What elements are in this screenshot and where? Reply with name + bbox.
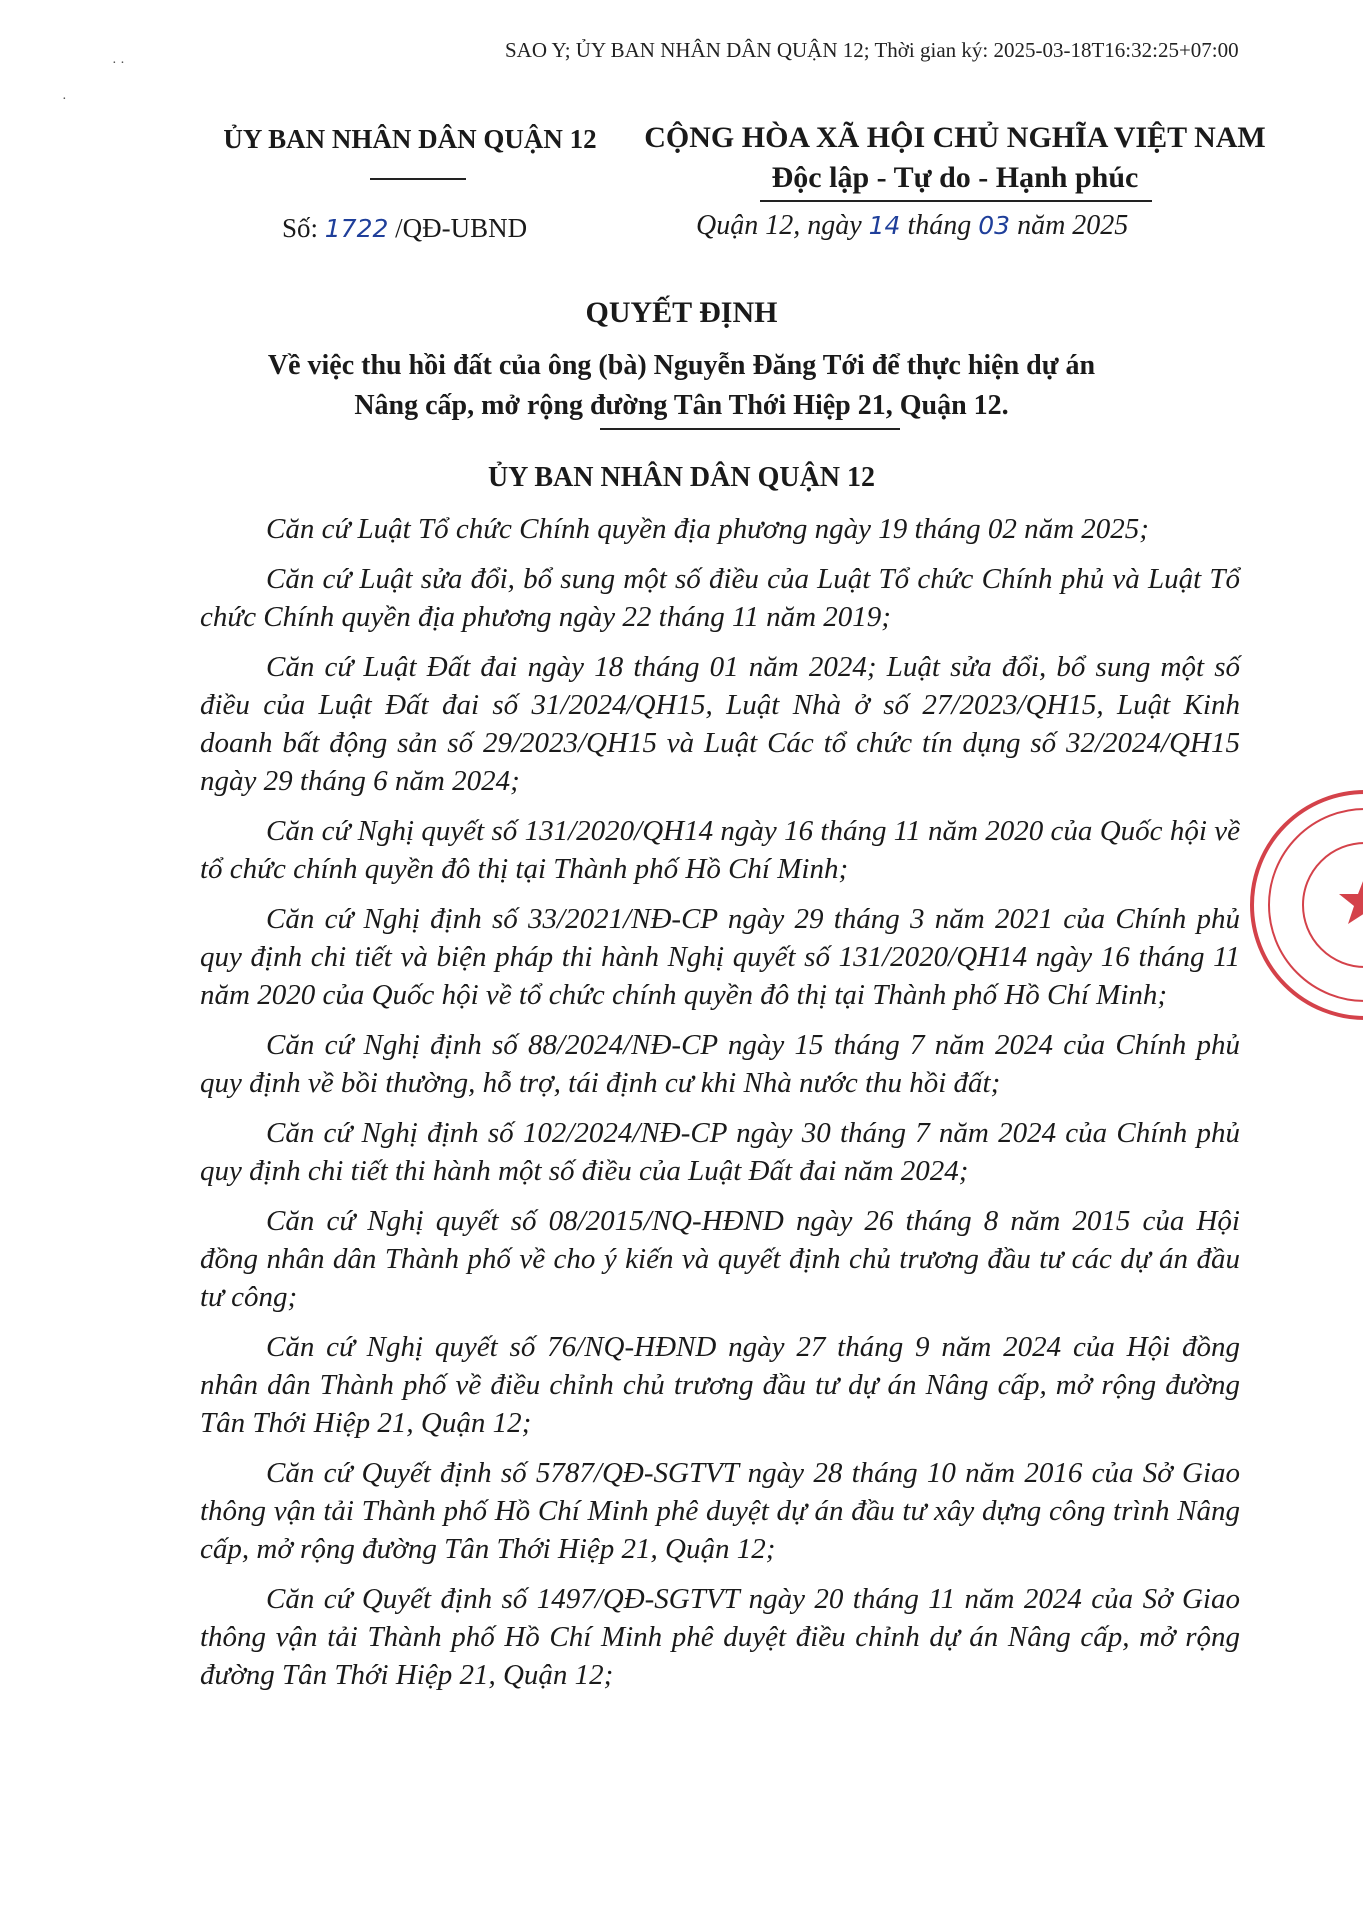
- subject-line-2: Nâng cấp, mở rộng đường Tân Thới Hiệp 21, Quận 12.: [354, 390, 1009, 421]
- stamp-seal-icon: [1254, 794, 1363, 1016]
- national-motto: Độc lập - Tự do - Hạnh phúc: [771, 161, 1139, 194]
- subject-rule: [600, 428, 900, 430]
- date-month-label: tháng: [907, 210, 972, 241]
- legal-basis-item: Căn cứ Nghị định số 33/2021/NĐ-CP ngày 29 tháng 3 năm 2021 của Chính phủ quy định chi tiết và biện pháp thi hành Nghị quyết số 131/2020/QH14 ngày 16 tháng 11 năm 2020 của Quốc hội về tổ chức chính quyền đô thị tại Thành phố Hồ Chí Minh;: [200, 903, 1240, 1011]
- legal-basis-item: Căn cứ Quyết định số 1497/QĐ-SGTVT ngày 20 tháng 11 năm 2024 của Sở Giao thông vận tải Thành phố Hồ Chí Minh phê duyệt điều chỉnh dự án Nâng cấp, mở rộng đường Tân Thới Hiệp 21, Quận 12;: [200, 1583, 1240, 1691]
- legal-basis-list: [200, 510, 1240, 1706]
- nation-name: CỘNG HÒA XÃ HỘI CHỦ NGHĨA VIỆT NAM: [644, 121, 1266, 154]
- decision-title: QUYẾT ĐỊNH: [585, 296, 778, 329]
- legal-basis-item: Căn cứ Nghị quyết số 76/NQ-HĐND ngày 27 tháng 9 năm 2024 của Hội đồng nhân dân Thành phố về điều chỉnh chủ trương đầu tư dự án Nâng cấp, mở rộng đường Tân Thới Hiệp 21, Quận 12;: [200, 1331, 1240, 1439]
- national-header: [640, 118, 1270, 198]
- document-date: [696, 210, 1128, 242]
- issuer-rule: [370, 178, 466, 180]
- decision-subject: [180, 346, 1183, 426]
- date-day: 14: [868, 211, 901, 240]
- legal-basis-item: Căn cứ Nghị định số 102/2024/NĐ-CP ngày 30 tháng 7 năm 2024 của Chính phủ quy định chi tiết thi hành một số điều của Luật Đất đai năm 2024;: [200, 1117, 1240, 1187]
- date-prefix: Quận 12, ngày: [696, 210, 862, 241]
- legal-basis-item: Căn cứ Nghị quyết số 131/2020/QH14 ngày 16 tháng 11 năm 2020 của Quốc hội về tổ chức chính quyền đô thị tại Thành phố Hồ Chí Minh;: [200, 815, 1240, 885]
- subject-line-1: Về việc thu hồi đất của ông (bà) Nguyễn Đăng Tới để thực hiện dự án: [267, 350, 1096, 381]
- issuer-heading: ỦY BAN NHÂN DÂN QUẬN 12: [487, 462, 876, 493]
- issuer-name-header: ỦY BAN NHÂN DÂN QUẬN 12: [223, 124, 597, 154]
- motto-rule: [760, 200, 1152, 202]
- scan-speck: ·: [62, 92, 67, 107]
- scan-speck: · ·: [112, 56, 125, 71]
- date-year: năm 2025: [1017, 210, 1129, 241]
- digital-signature-line: SAO Y; ỦY BAN NHÂN DÂN QUẬN 12; Thời gian ký: 2025-03-18T16:32:25+07:00: [505, 38, 1239, 62]
- document-number: [282, 213, 527, 244]
- legal-basis-item: Căn cứ Quyết định số 5787/QĐ-SGTVT ngày 28 tháng 10 năm 2016 của Sở Giao thông vận tải Thành phố Hồ Chí Minh phê duyệt dự án đầu tư xây dựng công trình Nâng cấp, mở rộng đường Tân Thới Hiệp 21, Quận 12;: [200, 1457, 1240, 1565]
- legal-basis-item: Căn cứ Luật Đất đai ngày 18 tháng 01 năm 2024; Luật sửa đổi, bổ sung một số điều của Luật Đất đai số 31/2024/QH15, Luật Nhà ở số 27/2023/QH15, Luật Kinh doanh bất động sản số 29/2023/QH15 và Luật Các tổ chức tín dụng số 32/2024/QH15 ngày 29 tháng 6 năm 2024;: [200, 651, 1240, 797]
- legal-basis-item: Căn cứ Luật Tổ chức Chính quyền địa phương ngày 19 tháng 02 năm 2025;: [266, 513, 1149, 545]
- date-month: 03: [978, 211, 1011, 240]
- legal-basis-item: Căn cứ Nghị quyết số 08/2015/NQ-HĐND ngày 26 tháng 8 năm 2015 của Hội đồng nhân dân Thành phố về cho ý kiến và quyết định chủ trương đầu tư các dự án đầu tư công;: [200, 1205, 1240, 1313]
- legal-basis-item: Căn cứ Nghị định số 88/2024/NĐ-CP ngày 15 tháng 7 năm 2024 của Chính phủ quy định về bồi thường, hỗ trợ, tái định cư khi Nhà nước thu hồi đất;: [200, 1029, 1240, 1099]
- legal-basis-item: Căn cứ Luật sửa đổi, bổ sung một số điều của Luật Tổ chức Chính phủ và Luật Tổ chức Chính quyền địa phương ngày 22 tháng 11 năm 2019;: [200, 563, 1240, 633]
- official-stamp: [1250, 790, 1363, 1020]
- number-suffix: /QĐ-UBND: [395, 213, 528, 243]
- number-handwritten: 1722: [324, 214, 389, 243]
- number-prefix: Số:: [282, 213, 319, 243]
